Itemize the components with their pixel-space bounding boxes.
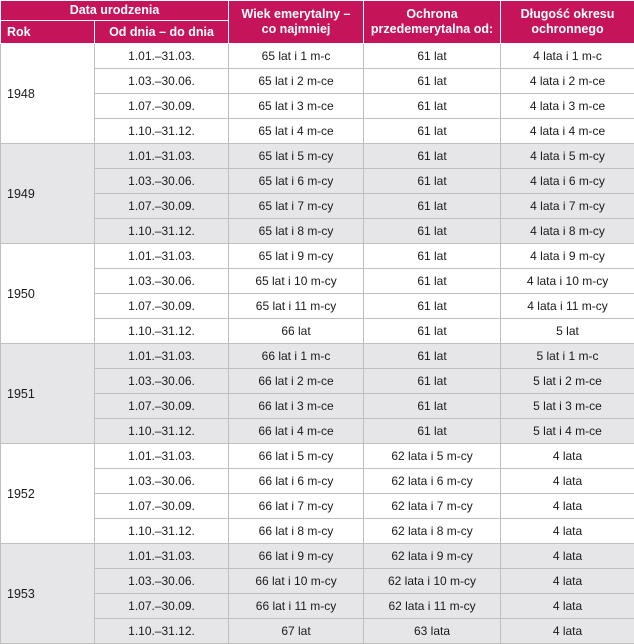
- header-retirement-age-line2: co najmniej: [262, 22, 331, 36]
- protection-start-cell: 62 lata i 10 m-cy: [364, 569, 501, 594]
- retirement-age-cell: 66 lat i 8 m-cy: [229, 519, 364, 544]
- protection-length-cell: 4 lata: [501, 594, 634, 619]
- table-row: [1, 594, 634, 619]
- retirement-age-cell: 65 lat i 1 m-c: [229, 44, 364, 69]
- table-row: [1, 494, 634, 519]
- table-header: [1, 1, 634, 44]
- protection-length-cell: 4 lata i 10 m-cy: [501, 269, 634, 294]
- protection-start-cell: 61 lat: [364, 419, 501, 444]
- year-cell: 1948: [1, 44, 95, 144]
- protection-length-cell: 4 lata i 8 m-cy: [501, 219, 634, 244]
- retirement-age-cell: 65 lat i 6 m-cy: [229, 169, 364, 194]
- retirement-age-cell: 65 lat i 9 m-cy: [229, 244, 364, 269]
- protection-length-cell: 4 lata i 6 m-cy: [501, 169, 634, 194]
- date-range-cell: 1.01.–31.03.: [95, 144, 229, 169]
- date-range-cell: 1.07.–30.09.: [95, 394, 229, 419]
- protection-start-cell: 61 lat: [364, 269, 501, 294]
- date-range-cell: 1.10.–31.12.: [95, 419, 229, 444]
- protection-start-cell: 61 lat: [364, 219, 501, 244]
- header-retirement-age-line1: Wiek emerytalny –: [242, 7, 351, 21]
- retirement-age-cell: 66 lat i 6 m-cy: [229, 469, 364, 494]
- retirement-age-cell: 66 lat i 7 m-cy: [229, 494, 364, 519]
- retirement-age-cell: 65 lat i 4 m-ce: [229, 119, 364, 144]
- header-year: Rok: [1, 21, 95, 44]
- retirement-age-cell: 66 lat: [229, 319, 364, 344]
- retirement-age-cell: 65 lat i 2 m-ce: [229, 69, 364, 94]
- retirement-age-cell: 66 lat i 11 m-cy: [229, 594, 364, 619]
- retirement-age-cell: 66 lat i 5 m-cy: [229, 444, 364, 469]
- header-retirement-age: [229, 1, 364, 44]
- table-row: [1, 219, 634, 244]
- retirement-age-cell: 67 lat: [229, 619, 364, 644]
- table-row: [1, 319, 634, 344]
- table-row: [1, 69, 634, 94]
- date-range-cell: 1.10.–31.12.: [95, 619, 229, 644]
- protection-length-cell: 5 lat: [501, 319, 634, 344]
- protection-start-cell: 61 lat: [364, 369, 501, 394]
- year-cell: 1950: [1, 244, 95, 344]
- table-row: [1, 344, 634, 369]
- date-range-cell: 1.03.–30.06.: [95, 369, 229, 394]
- date-range-cell: 1.01.–31.03.: [95, 244, 229, 269]
- date-range-cell: 1.01.–31.03.: [95, 444, 229, 469]
- protection-start-cell: 61 lat: [364, 344, 501, 369]
- date-range-cell: 1.03.–30.06.: [95, 269, 229, 294]
- table-row: [1, 369, 634, 394]
- retirement-age-cell: 66 lat i 10 m-cy: [229, 569, 364, 594]
- date-range-cell: 1.07.–30.09.: [95, 194, 229, 219]
- protection-start-cell: 62 lata i 6 m-cy: [364, 469, 501, 494]
- retirement-age-cell: 66 lat i 4 m-ce: [229, 419, 364, 444]
- date-range-cell: 1.07.–30.09.: [95, 594, 229, 619]
- date-range-cell: 1.10.–31.12.: [95, 219, 229, 244]
- protection-start-cell: 61 lat: [364, 244, 501, 269]
- date-range-cell: 1.03.–30.06.: [95, 469, 229, 494]
- protection-start-cell: 62 lata i 8 m-cy: [364, 519, 501, 544]
- table-body: [1, 44, 634, 644]
- retirement-age-cell: 66 lat i 2 m-ce: [229, 369, 364, 394]
- protection-length-cell: 4 lata i 2 m-ce: [501, 69, 634, 94]
- protection-length-cell: 4 lata i 11 m-cy: [501, 294, 634, 319]
- protection-start-cell: 62 lata i 11 m-cy: [364, 594, 501, 619]
- table-row: [1, 119, 634, 144]
- date-range-cell: 1.10.–31.12.: [95, 119, 229, 144]
- table-row: [1, 519, 634, 544]
- retirement-age-cell: 65 lat i 5 m-cy: [229, 144, 364, 169]
- header-protection-period: [501, 1, 634, 44]
- protection-length-cell: 5 lat i 4 m-ce: [501, 419, 634, 444]
- protection-start-cell: 61 lat: [364, 44, 501, 69]
- protection-length-cell: 4 lata: [501, 544, 634, 569]
- protection-length-cell: 4 lata i 3 m-ce: [501, 94, 634, 119]
- retirement-age-cell: 65 lat i 7 m-cy: [229, 194, 364, 219]
- date-range-cell: 1.07.–30.09.: [95, 494, 229, 519]
- date-range-cell: 1.10.–31.12.: [95, 319, 229, 344]
- protection-start-cell: 61 lat: [364, 319, 501, 344]
- protection-length-cell: 4 lata i 4 m-ce: [501, 119, 634, 144]
- protection-start-cell: 61 lat: [364, 94, 501, 119]
- year-cell: 1952: [1, 444, 95, 544]
- protection-start-cell: 61 lat: [364, 69, 501, 94]
- protection-length-cell: 4 lata: [501, 494, 634, 519]
- protection-length-cell: 4 lata: [501, 619, 634, 644]
- table-row: [1, 244, 634, 269]
- retirement-age-cell: 65 lat i 3 m-ce: [229, 94, 364, 119]
- table-row: [1, 44, 634, 69]
- protection-length-cell: 5 lat i 1 m-c: [501, 344, 634, 369]
- table-row: [1, 569, 634, 594]
- year-cell: 1953: [1, 544, 95, 644]
- date-range-cell: 1.03.–30.06.: [95, 569, 229, 594]
- date-range-cell: 1.03.–30.06.: [95, 169, 229, 194]
- table-row: [1, 269, 634, 294]
- protection-length-cell: 4 lata i 7 m-cy: [501, 194, 634, 219]
- protection-start-cell: 63 lata: [364, 619, 501, 644]
- protection-length-cell: 4 lata: [501, 469, 634, 494]
- date-range-cell: 1.01.–31.03.: [95, 544, 229, 569]
- protection-start-cell: 62 lata i 7 m-cy: [364, 494, 501, 519]
- date-range-cell: 1.01.–31.03.: [95, 44, 229, 69]
- table-row: [1, 444, 634, 469]
- table-row: [1, 294, 634, 319]
- protection-start-cell: 62 lata i 5 m-cy: [364, 444, 501, 469]
- date-range-cell: 1.10.–31.12.: [95, 519, 229, 544]
- retirement-age-cell: 66 lat i 3 m-ce: [229, 394, 364, 419]
- retirement-age-cell: 65 lat i 8 m-cy: [229, 219, 364, 244]
- header-birth-date: Data urodzenia: [1, 1, 229, 21]
- table-row: [1, 419, 634, 444]
- protection-start-cell: 61 lat: [364, 394, 501, 419]
- protection-start-cell: 61 lat: [364, 294, 501, 319]
- protection-length-cell: 4 lata i 1 m-c: [501, 44, 634, 69]
- table-row: [1, 394, 634, 419]
- date-range-cell: 1.07.–30.09.: [95, 294, 229, 319]
- protection-length-cell: 4 lata i 5 m-cy: [501, 144, 634, 169]
- retirement-age-cell: 66 lat i 9 m-cy: [229, 544, 364, 569]
- date-range-cell: 1.01.–31.03.: [95, 344, 229, 369]
- date-range-cell: 1.07.–30.09.: [95, 94, 229, 119]
- header-protection-line1: Ochrona: [406, 7, 457, 21]
- protection-start-cell: 62 lata i 9 m-cy: [364, 544, 501, 569]
- protection-length-cell: 4 lata: [501, 444, 634, 469]
- table-row: [1, 94, 634, 119]
- header-date-range: Od dnia – do dnia: [95, 21, 229, 44]
- protection-start-cell: 61 lat: [364, 119, 501, 144]
- year-cell: 1951: [1, 344, 95, 444]
- protection-length-cell: 4 lata: [501, 569, 634, 594]
- date-range-cell: 1.03.–30.06.: [95, 69, 229, 94]
- protection-length-cell: 5 lat i 2 m-ce: [501, 369, 634, 394]
- header-period-line2: ochronnego: [531, 22, 603, 36]
- protection-start-cell: 61 lat: [364, 144, 501, 169]
- protection-start-cell: 61 lat: [364, 194, 501, 219]
- retirement-age-cell: 66 lat i 1 m-c: [229, 344, 364, 369]
- protection-length-cell: 4 lata i 9 m-cy: [501, 244, 634, 269]
- protection-length-cell: 5 lat i 3 m-ce: [501, 394, 634, 419]
- header-protection-line2: przedemerytalna od:: [371, 22, 493, 36]
- protection-start-cell: 61 lat: [364, 169, 501, 194]
- protection-length-cell: 4 lata: [501, 519, 634, 544]
- table-row: [1, 194, 634, 219]
- year-cell: 1949: [1, 144, 95, 244]
- header-period-line1: Długość okresu: [521, 7, 615, 21]
- table-row: [1, 469, 634, 494]
- table-row: [1, 169, 634, 194]
- table-row: [1, 544, 634, 569]
- header-pre-retirement-protection: [364, 1, 501, 44]
- table-row: [1, 144, 634, 169]
- retirement-age-cell: 65 lat i 10 m-cy: [229, 269, 364, 294]
- retirement-age-cell: 65 lat i 11 m-cy: [229, 294, 364, 319]
